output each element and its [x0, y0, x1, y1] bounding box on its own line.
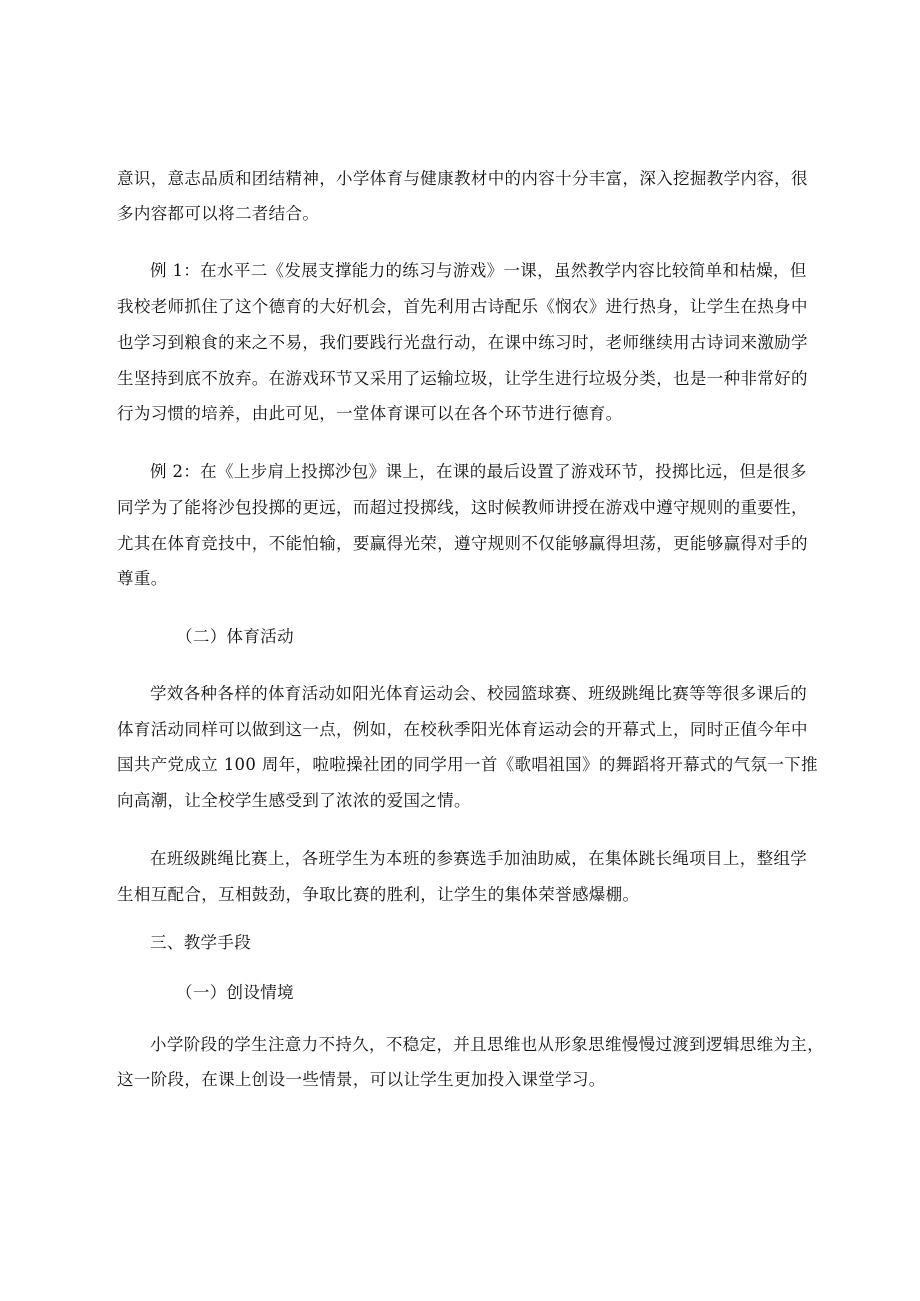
activities-line-1: 学效各种各样的体育活动如阳光体育运动会、校园篮球赛、班级跳绳比赛等等很多课后的 — [150, 684, 808, 703]
rope-line-1: 在班级跳绳比赛上，各班学生为本班的参赛选手加油助威，在集体跳长绳项目上，整组学 — [150, 849, 808, 868]
heading-teaching-methods: 三、教学手段 — [150, 933, 252, 952]
activities-line-3: 国共产党成立 100 周年，啦啦操社团的同学用一首《歌唱祖国》的舞蹈将开幕式的气氛一下推 — [117, 755, 818, 774]
paragraph-1-line-2: 多内容都可以将二者结合。 — [117, 204, 320, 223]
example-1-line-5: 行为习惯的培养，由此可见，一堂体育课可以在各个环节进行德育。 — [117, 404, 623, 423]
paragraph-1-line-1: 意识，意志品质和团结精神，小学体育与健康教材中的内容十分丰富，深入挖掘教学内容，很 — [117, 169, 808, 188]
activities-line-2: 体育活动同样可以做到这一点，例如，在校秋季阳光体育运动会的开幕式上，同时正值今年中 — [117, 720, 808, 739]
scenario-line-1: 小学阶段的学生注意力不持久，不稳定，并且思维也从形象思维慢慢过渡到逻辑思维为主， — [150, 1035, 824, 1054]
scenario-line-2: 这一阶段，在课上创设一些情景，可以让学生更加投入课堂学习。 — [117, 1070, 606, 1089]
example-1-line-2: 我校老师抓住了这个德育的大好机会，首先利用古诗配乐《悯农》进行热身，让学生在热身中 — [117, 297, 808, 316]
example-2-line-4: 尊重。 — [117, 569, 168, 588]
example-2-line-1: 例 2：在《上步肩上投掷沙包》课上，在课的最后设置了游戏环节，投掷比远，但是很多 — [150, 462, 807, 481]
example-2-line-3: 尤其在体育竞技中，不能怕输，要赢得光荣，遵守规则不仅能够赢得坦荡，更能够赢得对手的 — [117, 534, 808, 553]
example-1-line-3: 也学习到粮食的来之不易，我们要践行光盘行动，在课中练习时，老师继续用古诗词来激励学 — [117, 333, 808, 352]
rope-line-2: 生相互配合，互相鼓劲，争取比赛的胜利，让学生的集体荣誉感爆棚。 — [117, 885, 640, 904]
example-2-line-2: 同学为了能将沙包投掷的更远，而超过投掷线，这时候教师讲授在游戏中遵守规则的重要性， — [117, 498, 808, 517]
example-1-line-4: 生坚持到底不放弃。在游戏环节又采用了运输垃圾，让学生进行垃圾分类，也是一种非常好的 — [117, 369, 808, 388]
heading-create-scenario: （一）创设情境 — [176, 983, 294, 1002]
activities-line-4: 向高潮，让全校学生感受到了浓浓的爱国之情。 — [117, 791, 471, 810]
example-1-line-1: 例 1：在水平二《发展支撑能力的练习与游戏》一课，虽然教学内容比较简单和枯燥，但 — [150, 261, 807, 280]
heading-sports-activities: （二）体育活动 — [176, 627, 294, 646]
